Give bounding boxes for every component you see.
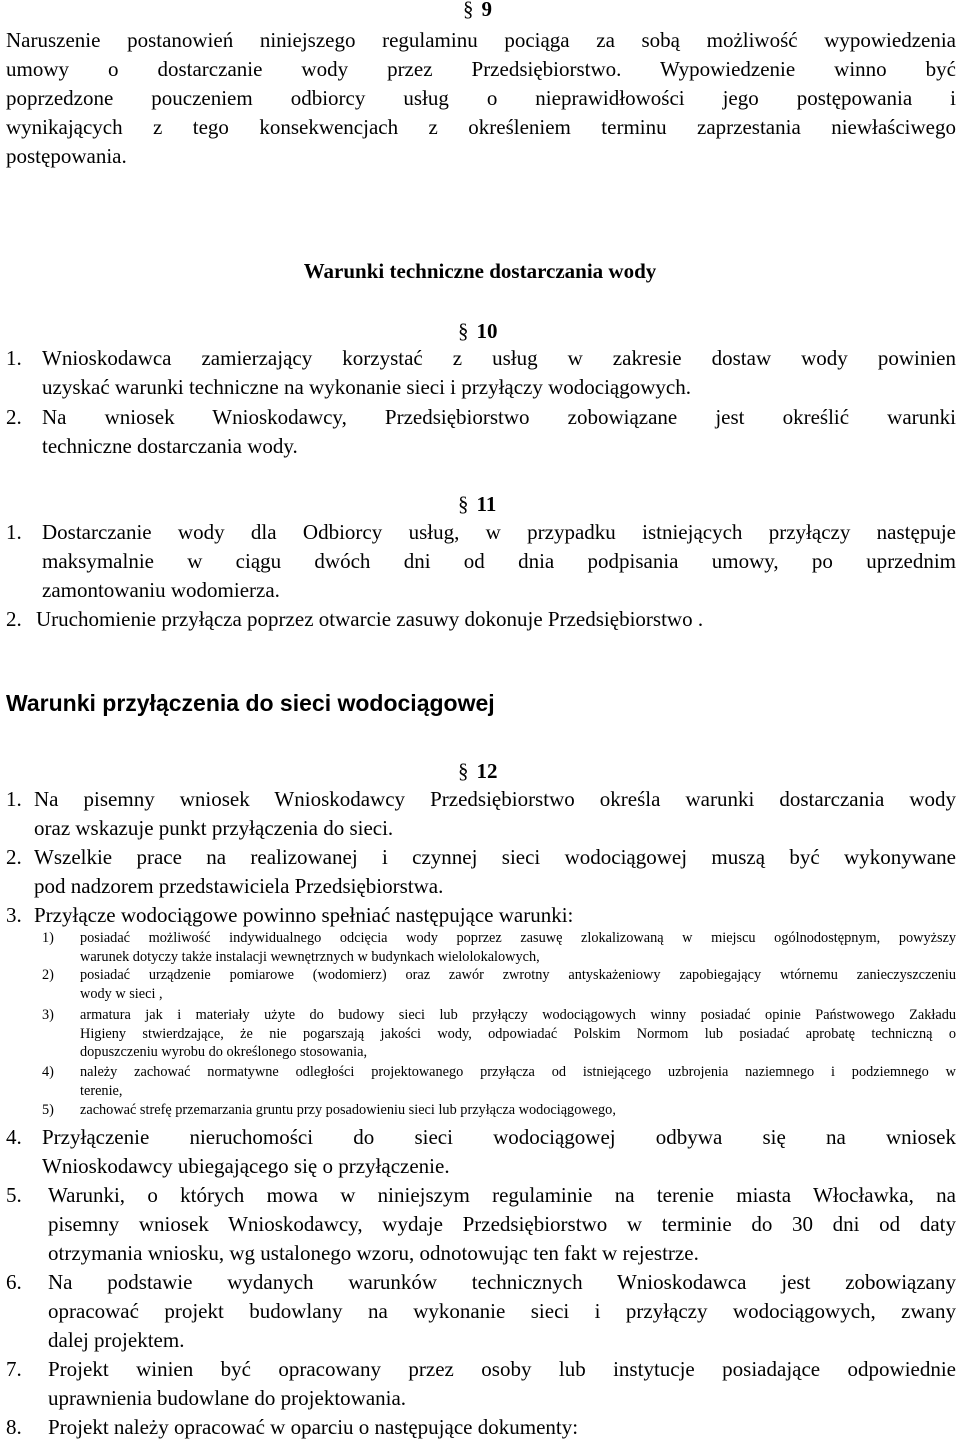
sublist-item-text (80, 966, 956, 1003)
sublist-item-line: terenie, (80, 1082, 123, 1099)
heading-technical-conditions: Warunki techniczne dostarczania wody (303, 259, 657, 283)
list-number: 2. (6, 405, 22, 429)
paragraph-line: Naruszenie postanowień niniejszego regulaminu pociąga za sobą możliwość wypowiedzenia (6, 28, 956, 52)
list-number: 1. (6, 520, 22, 544)
list-item-line: Na podstawie wydanych warunków technicznych Wnioskodawca jest zobowiązany (48, 1270, 956, 1294)
sublist-item-text (80, 1006, 956, 1062)
list-item-text (34, 785, 956, 843)
sublist-number: 2) (42, 967, 54, 983)
list-item-text (42, 1123, 956, 1181)
sublist-number: 5) (42, 1102, 54, 1118)
list-item-line: Przyłącze wodociągowe powinno spełniać następujące warunki: (34, 903, 574, 927)
list-item-line: uprawnienia budowlane do projektowania. (48, 1386, 407, 1410)
section-number: 10 (476, 319, 498, 343)
list-item-text (48, 1355, 956, 1413)
list-item-line: otrzymania wniosku, wg ustalonego wzoru, odnotowując ten fakt w rejestrze. (48, 1241, 699, 1265)
list-item-text (48, 1413, 956, 1442)
list-item-line: Na wniosek Wnioskodawcy, Przedsiębiorstwo zobowiązane jest określić warunki (42, 405, 956, 429)
section-10-header (458, 318, 498, 344)
list-item-line: maksymalnie w ciągu dwóch dni od dnia podpisania umowy, po uprzednim (42, 549, 956, 573)
list-item-line: Wnioskodawcy ubiegającego się o przyłączenie. (42, 1154, 450, 1178)
list-item-text (42, 344, 956, 402)
list-item-line: uzyskać warunki techniczne na wykonanie sieci i przyłączy wodociągowych. (42, 375, 691, 399)
section-number: 9 (481, 0, 492, 21)
section-9-header (463, 0, 492, 22)
sublist-number: 3) (42, 1007, 54, 1023)
sublist-item-text (80, 1101, 956, 1120)
list-item-line: Uruchomienie przyłącza poprzez otwarcie zasuwy dokonuje Przedsiębiorstwo . (36, 607, 704, 631)
sublist-item-line: dopuszczeniu wyrobu do określonego stosowania, (80, 1044, 368, 1060)
sublist-item-line: Higieny stwierdzające, że nie pogarszają jakości wody, odpowiadać Polskim Normom lub posiadać aprobatę techniczną o (80, 1025, 956, 1042)
list-item-line: Dostarczanie wody dla Odbiorcy usług, w przypadku istniejących przyłączy następuje (42, 520, 956, 544)
section-number: 11 (476, 492, 497, 516)
sublist-item-line: warunek dotyczy także instalacji wewnętrznych w budynkach wielolokalowych, (80, 948, 540, 965)
section-symbol: § (458, 319, 469, 343)
list-number: 8. (6, 1415, 22, 1439)
list-item-line: dalej projektem. (48, 1328, 185, 1352)
list-number: 6. (6, 1270, 22, 1294)
list-number: 1. (6, 346, 22, 370)
section-symbol: § (458, 492, 469, 516)
list-item-text (48, 1181, 956, 1268)
sublist-item-line: wody w sieci , (80, 985, 163, 1002)
list-item-line: pod nadzorem przedstawiciela Przedsiębiorstwa. (34, 874, 444, 898)
list-item-text (42, 518, 956, 605)
list-item-line: Przyłączenie nieruchomości do sieci wodociągowej odbywa się na wniosek (42, 1125, 956, 1149)
sublist-number: 4) (42, 1064, 54, 1080)
list-number: 2. (6, 607, 22, 631)
list-item-line: Wszelkie prace na realizowanej i czynnej sieci wodociągowej muszą być wykonywane (34, 845, 956, 869)
sublist-item-text (80, 929, 956, 966)
list-item-text (42, 403, 956, 461)
sublist-item-text (80, 1063, 956, 1100)
list-item-line: techniczne dostarczania wody. (42, 434, 298, 458)
list-item-line: Warunki, o których mowa w niniejszym regulaminie na terenie miasta Włocławka, na (48, 1183, 956, 1207)
section-symbol: § (458, 759, 469, 783)
list-item-text (36, 605, 956, 634)
section-symbol: § (463, 0, 474, 21)
list-item-line: Wnioskodawca zamierzający korzystać z usług w zakresie dostaw wody powinien (42, 346, 956, 370)
paragraph-line: poprzedzone pouczeniem odbiorcy usług o nieprawidłowości jego postępowania i (6, 86, 956, 110)
section-9-paragraph (6, 26, 956, 171)
sublist-item-line: zachować strefę przemarzania gruntu przy posadowieniu sieci lub przyłącza wodociągowego, (80, 1102, 616, 1118)
list-item-line: zamontowaniu wodomierza. (42, 578, 280, 602)
list-item-text (48, 1268, 956, 1355)
paragraph-line: wynikających z tego konsekwencjach z określeniem terminu zaprzestania niewłaściwego (6, 115, 956, 139)
section-number: 12 (476, 759, 498, 783)
list-item-line: pisemny wniosek Wnioskodawcy, wydaje Przedsiębiorstwo w terminie do 30 dni od daty (48, 1212, 956, 1236)
paragraph-line: umowy o dostarczanie wody przez Przedsiębiorstwo. Wypowiedzenie winno być (6, 57, 956, 81)
list-item-line: oraz wskazuje punkt przyłączenia do sieci. (34, 816, 394, 840)
sublist-number: 1) (42, 930, 54, 946)
sublist-item-line: posiadać możliwość indywidualnego odcięcia wody poprzez zasuwę zlokalizowaną w miejscu ogólnodostępnym, powyższy (80, 930, 956, 946)
list-item-line: Projekt należy opracować w oparciu o następujące dokumenty: (48, 1415, 579, 1439)
section-11-header (458, 491, 496, 517)
list-number: 4. (6, 1125, 22, 1149)
section-12-header (458, 758, 498, 784)
list-number: 3. (6, 903, 22, 927)
list-item-line: opracować projekt budowlany na wykonanie sieci i przyłączy wodociągowych, zwany (48, 1299, 956, 1323)
sublist-item-line: posiadać urządzenie pomiarowe (wodomierz) oraz zawór zwrotny antyskażeniowy zapobiegający wtórnemu zanieczyszczeniu (80, 967, 956, 983)
heading-connection-conditions: Warunki przyłączenia do sieci wodociągowej (6, 690, 495, 716)
list-item-line: Na pisemny wniosek Wnioskodawcy Przedsiębiorstwo określa warunki dostarczania wody (34, 787, 956, 811)
list-item-text (34, 901, 956, 930)
paragraph-line: postępowania. (6, 144, 127, 168)
list-number: 5. (6, 1183, 22, 1207)
list-number: 7. (6, 1357, 22, 1381)
list-number: 1. (6, 787, 22, 811)
list-number: 2. (6, 845, 22, 869)
sublist-item-line: należy zachować normatywne odległości projektowanego przyłącza od istniejącego uzbrojenia naziemnego i podziemnego w (80, 1064, 956, 1080)
sublist-item-line: armatura jak i materiały użyte do budowy sieci lub przyłączy wodociągowych winny posiadać opinie Państwowego Zakładu (80, 1007, 956, 1023)
list-item-line: Projekt winien być opracowany przez osoby lub instytucje posiadające odpowiednie (48, 1357, 956, 1381)
list-item-text (34, 843, 956, 901)
